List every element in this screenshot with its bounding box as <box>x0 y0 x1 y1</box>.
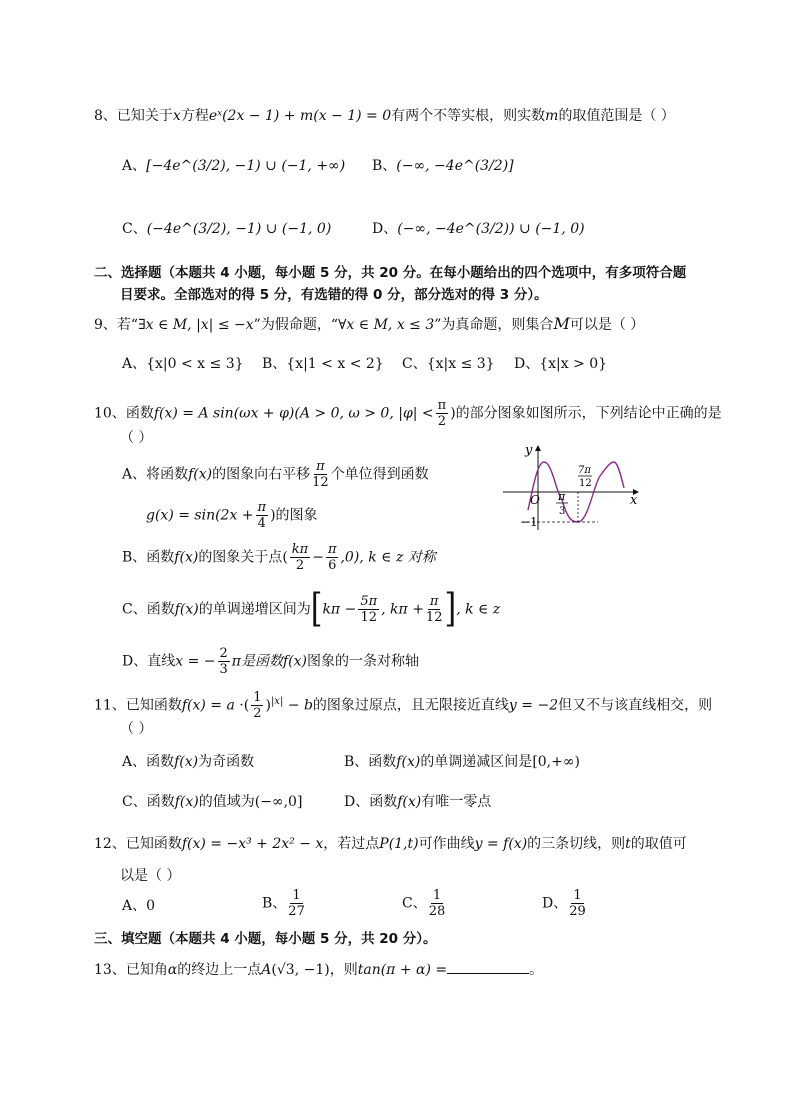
q10-pi-over-2-num: π <box>437 398 447 413</box>
q13-expr: tan(π + α) = <box>357 962 448 978</box>
q11-func-a: f(x) = a · <box>181 697 244 714</box>
q11-c-interval: (−∞,0] <box>254 794 303 810</box>
q9-option-a: A、{x|0 < x ≤ 3} <box>122 356 244 372</box>
q8-option-d-value: (−∞, −4e^(3/2)) ∪ (−1, 0) <box>397 221 585 237</box>
q10-c-pi-12 <box>426 594 443 625</box>
q10-a-pi-12-den: 12 <box>312 475 329 490</box>
q10-a-fx: f(x) <box>188 466 213 483</box>
q10-c-k: kπ − <box>322 601 357 618</box>
q11-half <box>251 690 263 721</box>
q10-option-d <box>122 646 419 677</box>
q12-d-label: D、 <box>542 895 568 912</box>
q10-option-c: C、函数f(x)的单调递增区间为[kπ − $\frac{5\pi}{12}$ , kπ + $\frac{\pi}{12}$ ], k ∈ z <box>122 586 501 632</box>
graph-origin-label: O <box>530 493 540 507</box>
graph-12-label: 12 <box>579 478 592 489</box>
q8-option-d <box>372 219 585 239</box>
q10-b-pi-6 <box>326 542 339 573</box>
q12-c-num: 1 <box>432 888 442 903</box>
q9-stem-d: 可以是（ ） <box>569 317 645 333</box>
section3-heading: 三、填空题（本题共 4 小题，每小题 5 分，共 20 分）。 <box>94 931 437 947</box>
q9-stem <box>94 314 644 335</box>
q8-option-a-label: A、 <box>122 158 147 174</box>
q10-b-kpi-2 <box>290 542 310 573</box>
graph-pi-label: π <box>558 490 566 503</box>
q10-b-post: ,0), k ∈ z 对称 <box>340 549 436 566</box>
q11-half-num: 1 <box>253 690 262 705</box>
q12-d-den: 29 <box>569 904 586 919</box>
q12-line2: 以是（ ） <box>120 868 181 884</box>
q12-option-c <box>402 888 447 919</box>
q11-a-text: 为奇函数 <box>198 754 255 770</box>
q8-option-c <box>122 219 331 239</box>
q13-stem-a: 13、已知角 <box>94 962 168 978</box>
q11-c-label: C、函数 <box>122 794 175 810</box>
q11-line: y = −2 <box>508 697 559 714</box>
q10-c-pre: C、函数 <box>122 601 175 618</box>
q10-c-5pi-12 <box>358 594 379 625</box>
q13-alpha: α <box>167 962 178 978</box>
q9-stem-a: 9、若“ <box>94 317 139 333</box>
q10-b-pi-6-den: 6 <box>328 558 337 573</box>
q10-c-5pi-num: 5π <box>360 594 378 609</box>
q10-d-pre: D、直线 <box>122 653 176 670</box>
q10-pi-over-2-den: 2 <box>437 414 447 429</box>
q11-paren: （ ） <box>120 721 153 737</box>
q13-point: (√3, −1) <box>271 962 330 978</box>
q10-d-2-3-den: 3 <box>219 662 228 677</box>
graph-neg1-label: −1 <box>520 515 538 529</box>
q10-c-post: , k ∈ z <box>456 601 501 618</box>
graph-3-label: 3 <box>559 506 566 517</box>
q9-stem-c: ”为真命题，则集合 <box>434 317 554 333</box>
q10-option-b: B、函数f(x)的图象关于点( $\frac{k\pi}{2}$ − $\frac{\pi}{6}$ ,0), k ∈ z 对称 <box>122 542 436 573</box>
q11-stem: 11、已知函数f(x) = a ·( $\frac{1}{2}$ )$^{|x|}$ − b的图象过原点，且无限接近直线y = −2但又不与该直线相交，则 <box>94 690 713 721</box>
q11-stem-a: 11、已知函数 <box>94 697 182 714</box>
q10-option-a-line1 <box>122 459 429 490</box>
q11-half-den: 2 <box>253 706 262 721</box>
q8-option-c-value: (−4e^(3/2), −1) ∪ (−1, 0) <box>146 221 332 237</box>
section2-heading-line2: 目要求。全部选对的得 5 分，有选错的得 0 分，部分选对的得 3 分）。 <box>120 287 548 303</box>
q8-stem-end: 的取值范围是（ ） <box>558 108 675 124</box>
q10-c-pi-12-den: 12 <box>425 610 443 625</box>
q10-stem-b: )的部分图象如图所示，下列结论中正确的是 <box>450 405 722 422</box>
q12-b-den: 27 <box>288 904 305 919</box>
q11-option-d <box>344 792 491 812</box>
q11-func-c: − b <box>283 697 313 714</box>
q10-c-pi-12-num: π <box>429 594 439 609</box>
q10-a-pi-4-den: 4 <box>257 516 266 531</box>
q13-stem-b: 的终边上一点 <box>177 962 262 978</box>
q11-b-text: 的单调递减区间是 <box>420 754 533 770</box>
q10-b-pi-6-num: π <box>327 542 337 557</box>
q10-a-gx: g(x) = sin(2x + <box>146 507 254 524</box>
q12-c-den: 28 <box>428 904 446 919</box>
q12-b-num: 1 <box>292 888 301 903</box>
q12-t: t <box>625 836 631 852</box>
q11-a-fx: f(x) <box>174 754 199 770</box>
q8-var-x: x <box>172 108 181 124</box>
q10-sine-graph <box>498 440 648 532</box>
q12-func: f(x) = −x³ + 2x² − x <box>181 836 324 852</box>
q10-a-post: 个单位得到函数 <box>330 466 429 483</box>
q10-a-pi-4 <box>256 500 269 531</box>
q8-equation: eˣ(2x − 1) + m(x − 1) = 0 <box>208 108 392 124</box>
q12-curve: y = f(x) <box>474 836 528 852</box>
q10-b-mid: 的图象关于点 <box>198 549 283 566</box>
q11-option-c <box>122 792 302 812</box>
q8-stem <box>94 106 675 126</box>
q10-a-gx-post: )的图象 <box>270 507 318 524</box>
q11-c-fx: f(x) <box>174 794 199 810</box>
q11-b-label: B、函数 <box>344 754 397 770</box>
q10-b-minus: − <box>312 549 324 566</box>
q12-d-num: 1 <box>573 888 582 903</box>
q10-a-pre: A、将函数 <box>122 466 189 483</box>
q12-point: P(1,t) <box>379 836 419 852</box>
q10-b-kpi-den: 2 <box>295 558 305 573</box>
graph-7pi-label: 7π <box>578 465 591 476</box>
q10-b-pre: B、函数 <box>122 549 175 566</box>
q10-c-5pi-den: 12 <box>360 610 378 625</box>
q11-c-text: 的值域为 <box>198 794 255 810</box>
q8-option-d-label: D、 <box>372 221 398 237</box>
q12-stem-b: ，若过点 <box>323 836 380 852</box>
q10-stem <box>94 398 722 429</box>
q12-option-d <box>542 888 588 919</box>
q13-end: 。 <box>529 962 544 978</box>
q10-d-end: 图象的一条对称轴 <box>307 653 419 670</box>
q11-stem-b: 的图象过原点，且无限接近直线 <box>312 697 509 714</box>
q11-func-b: ) <box>265 697 271 714</box>
q13-point-a: A <box>261 962 272 978</box>
q10-c-fx: f(x) <box>174 601 199 618</box>
q12-option-a: A、0 <box>122 898 156 914</box>
q11-b-fx: f(x) <box>396 754 421 770</box>
q12-stem-a: 12、已知函数 <box>94 836 182 852</box>
q12-c-frac <box>429 888 446 919</box>
q10-option-a-line2 <box>146 500 318 531</box>
q12-stem-e: 的取值可 <box>630 836 687 852</box>
q10-c-sep: , kπ + <box>381 601 424 618</box>
q11-option-a <box>122 752 254 772</box>
q10-d-fx: f(x) <box>282 653 307 670</box>
q10-paren: （ ） <box>120 430 153 446</box>
q8-stem-post: 有两个不等实根，则实数 <box>391 108 546 124</box>
q8-stem-mid: 方程 <box>180 108 209 124</box>
q8-stem-pre: 8、已知关于 <box>94 108 173 124</box>
q10-b-kpi-num: kπ <box>291 542 309 557</box>
q12-stem <box>94 834 687 854</box>
q11-stem-c: 但又不与该直线相交，则 <box>558 697 713 714</box>
q12-d-frac <box>569 888 586 919</box>
q10-d-x: x = − <box>175 653 216 670</box>
q12-c-label: C、 <box>402 895 427 912</box>
q11-d-label: D、函数 <box>344 794 398 810</box>
q10-a-pi-4-num: π <box>257 500 267 515</box>
q8-var-m: m <box>545 108 559 124</box>
q10-pi-over-2 <box>436 398 449 429</box>
q11-option-b <box>344 752 580 772</box>
q9-option-b: B、{x|1 < x < 2} <box>262 356 384 372</box>
q9-set-m: M <box>553 314 570 333</box>
q8-option-a-value: [−4e^(3/2), −1) ∪ (−1, +∞) <box>146 158 346 174</box>
q8-option-a <box>122 156 345 176</box>
q13-stem <box>94 959 543 980</box>
q10-a-pi-12-num: π <box>316 459 325 474</box>
q8-option-b-label: B、 <box>372 158 397 174</box>
q10-c-mid: 的单调递增区间为 <box>198 601 311 618</box>
q13-stem-c: ，则 <box>329 962 358 978</box>
q11-a-label: A、函数 <box>122 754 175 770</box>
graph-x-label: x <box>630 493 638 508</box>
q8-option-c-label: C、 <box>122 221 147 237</box>
q9-prop1: ∃x ∈ M, |x| ≤ −x <box>138 317 254 333</box>
q12-stem-c: 可作曲线 <box>418 836 475 852</box>
q11-d-text: 有唯一零点 <box>421 794 492 810</box>
q10-stem-a: 10、函数 <box>94 405 154 422</box>
q9-prop2: ∀x ∈ M, x ≤ 3 <box>337 317 435 333</box>
q12-b-frac <box>288 888 305 919</box>
q10-func: f(x) = A sin(ωx + φ)(A > 0, ω > 0, |φ| < <box>153 405 434 422</box>
q10-a-pi-12 <box>312 459 329 490</box>
q11-b-interval: [0,+∞) <box>532 754 580 770</box>
q10-a-mid: 的图象向右平移 <box>212 466 311 483</box>
q12-b-label: B、 <box>262 895 287 912</box>
q12-stem-d: 的三条切线，则 <box>527 836 626 852</box>
q9-option-c: C、{x|x ≤ 3} <box>402 356 495 372</box>
section2-heading-line1: 二、选择题（本题共 4 小题，每小题 5 分，共 20 分。在每小题给出的四个选项中，有多项符合题 <box>94 265 687 281</box>
q13-answer-blank[interactable] <box>447 959 529 974</box>
graph-y-label: y <box>525 443 533 458</box>
q11-d-fx: f(x) <box>397 794 422 810</box>
q8-option-b-value: (−∞, −4e^(3/2)] <box>396 158 514 174</box>
q10-d-2-3-num: 2 <box>219 646 228 661</box>
q10-b-fx: f(x) <box>174 549 199 566</box>
q10-d-2-3 <box>218 646 230 677</box>
q9-option-d: D、{x|x > 0} <box>514 356 608 372</box>
q10-d-post: π是函数 <box>231 653 283 670</box>
q12-option-b <box>262 888 307 919</box>
q11-exponent: |x| <box>270 695 284 707</box>
q8-option-b <box>372 156 514 176</box>
q9-stem-b: ”为假命题，“ <box>253 317 338 333</box>
